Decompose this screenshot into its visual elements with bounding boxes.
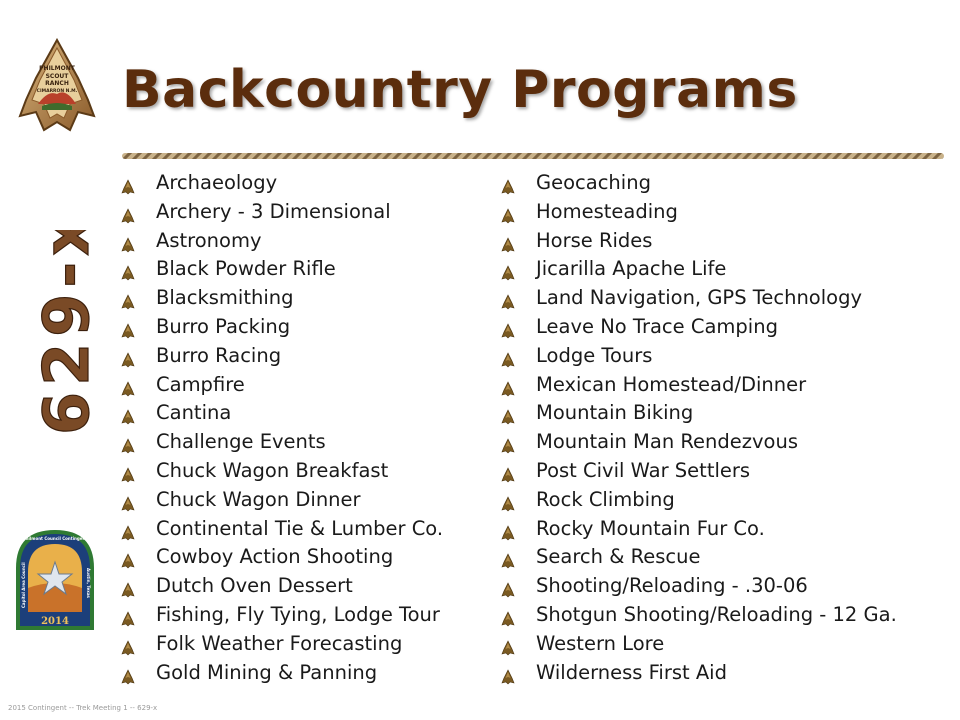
program-label: Archery - 3 Dimensional [156, 199, 391, 223]
arrowhead-bullet-icon [120, 636, 136, 652]
program-label: Chuck Wagon Breakfast [156, 458, 389, 482]
philmont-logo [18, 38, 96, 134]
contingent-emblem [14, 528, 96, 632]
logo-line-3: RANCH [45, 80, 69, 87]
program-label: Search & Rescue [536, 545, 701, 569]
program-label: Western Lore [536, 631, 665, 655]
program-item [500, 486, 897, 515]
footer-text: 2015 Contingent -- Trek Meeting 1 -- 629-x [8, 704, 158, 712]
arrowhead-bullet-icon [500, 405, 516, 421]
arrowhead-bullet-icon [120, 290, 136, 306]
arrowhead-bullet-icon [500, 261, 516, 277]
program-item [120, 169, 443, 198]
program-list-left [120, 169, 443, 687]
arrowhead-bullet-icon [500, 636, 516, 652]
arrowhead-bullet-icon [120, 665, 136, 681]
program-item [500, 659, 897, 688]
program-item [120, 284, 443, 313]
logo-line-1: PHILMONT [39, 65, 75, 72]
arrowhead-bullet-icon [500, 549, 516, 565]
program-label: Rocky Mountain Fur Co. [536, 516, 765, 540]
program-item [120, 313, 443, 342]
program-label: Astronomy [156, 228, 262, 252]
program-label: Archaeology [156, 171, 278, 194]
program-label: Continental Tie & Lumber Co. [156, 516, 444, 540]
arrowhead-bullet-icon [500, 233, 516, 249]
program-item [120, 371, 443, 400]
program-label: Homesteading [536, 199, 678, 223]
program-item [120, 428, 443, 457]
program-item [120, 572, 443, 601]
program-label: Shooting/Reloading - .30-06 [536, 574, 808, 598]
arrowhead-bullet-icon [120, 434, 136, 450]
emblem-year: 2014 [41, 616, 69, 627]
arrowhead-bullet-icon [500, 319, 516, 335]
program-label: Challenge Events [156, 430, 326, 454]
arrowhead-bullet-icon [500, 434, 516, 450]
program-item [500, 255, 897, 284]
side-code-text: 629-x [30, 230, 100, 435]
program-item [500, 428, 897, 457]
program-label: Burro Packing [156, 314, 291, 338]
program-item [120, 227, 443, 256]
arrowhead-bullet-icon [120, 175, 136, 191]
arrowhead-bullet-icon [500, 521, 516, 537]
arrowhead-bullet-icon [500, 578, 516, 594]
arrowhead-bullet-icon [500, 665, 516, 681]
logo-line-2: SCOUT [45, 73, 69, 80]
program-label: Wilderness First Aid [536, 660, 727, 684]
program-item [500, 515, 897, 544]
program-label: Campfire [156, 372, 245, 396]
program-item [500, 313, 897, 342]
program-label: Cantina [156, 401, 232, 425]
arrowhead-bullet-icon [500, 492, 516, 508]
program-item [500, 198, 897, 227]
arrowhead-bullet-icon [120, 405, 136, 421]
program-label: Mountain Man Rendezvous [536, 430, 799, 454]
program-label: Horse Rides [536, 228, 653, 252]
arrowhead-bullet-icon [120, 348, 136, 364]
program-label: Gold Mining & Panning [156, 660, 378, 684]
arrowhead-bullet-icon [500, 348, 516, 364]
program-item [120, 342, 443, 371]
arrowhead-bullet-icon [120, 578, 136, 594]
program-item [120, 659, 443, 688]
program-item [500, 399, 897, 428]
arrowhead-bullet-icon [500, 377, 516, 393]
program-item [500, 457, 897, 486]
emblem-right-text: Austin, Texas [86, 568, 91, 598]
program-item [500, 227, 897, 256]
arrowhead-bullet-icon [120, 261, 136, 277]
arrowhead-bullet-icon [500, 607, 516, 623]
program-item [120, 198, 443, 227]
program-label: Mountain Biking [536, 401, 694, 425]
program-label: Chuck Wagon Dinner [156, 487, 361, 511]
program-label: Lodge Tours [536, 343, 653, 367]
arrowhead-bullet-icon [120, 607, 136, 623]
program-item [120, 399, 443, 428]
program-label: Leave No Trace Camping [536, 314, 778, 338]
arrowhead-bullet-icon [120, 492, 136, 508]
arrowhead-bullet-icon [500, 175, 516, 191]
program-label: Blacksmithing [156, 286, 294, 310]
program-item [500, 371, 897, 400]
arrowhead-bullet-icon [120, 233, 136, 249]
program-item [120, 515, 443, 544]
program-item [500, 284, 897, 313]
program-label: Mexican Homestead/Dinner [536, 372, 807, 396]
program-item [500, 572, 897, 601]
program-item [120, 457, 443, 486]
program-label: Geocaching [536, 171, 651, 194]
arrowhead-bullet-icon [120, 204, 136, 220]
program-label: Fishing, Fly Tying, Lodge Tour [156, 602, 440, 626]
logo-line-4: CIMARRON N.M. [36, 89, 78, 94]
program-item [500, 543, 897, 572]
program-item [500, 601, 897, 630]
program-label: Post Civil War Settlers [536, 458, 751, 482]
program-item [120, 255, 443, 284]
page-title: Backcountry Programs [122, 60, 798, 120]
program-item [500, 169, 897, 198]
arrowhead-bullet-icon [120, 377, 136, 393]
side-code-label [10, 230, 100, 440]
program-item [120, 543, 443, 572]
program-label: Rock Climbing [536, 487, 675, 511]
program-item [500, 342, 897, 371]
program-item [120, 630, 443, 659]
program-item [500, 630, 897, 659]
program-list-right [500, 169, 897, 687]
program-label: Jicarilla Apache Life [536, 257, 727, 281]
rope-divider [122, 146, 944, 156]
arrowhead-bullet-icon [500, 290, 516, 306]
program-label: Burro Racing [156, 343, 282, 367]
arrowhead-bullet-icon [500, 463, 516, 479]
program-label: Land Navigation, GPS Technology [536, 286, 862, 310]
arrowhead-bullet-icon [500, 204, 516, 220]
program-label: Dutch Oven Dessert [156, 574, 353, 598]
arrowhead-bullet-icon [120, 463, 136, 479]
emblem-top-text: Philmont Council Contingent [22, 536, 88, 541]
program-label: Shotgun Shooting/Reloading - 12 Ga. [536, 602, 897, 626]
arrowhead-bullet-icon [120, 521, 136, 537]
emblem-left-text: Capitol Area Council [21, 562, 26, 608]
program-item [120, 601, 443, 630]
program-label: Folk Weather Forecasting [156, 631, 403, 655]
program-label: Black Powder Rifle [156, 257, 336, 281]
program-label: Cowboy Action Shooting [156, 545, 394, 569]
arrowhead-bullet-icon [120, 319, 136, 335]
program-item [120, 486, 443, 515]
arrowhead-bullet-icon [120, 549, 136, 565]
